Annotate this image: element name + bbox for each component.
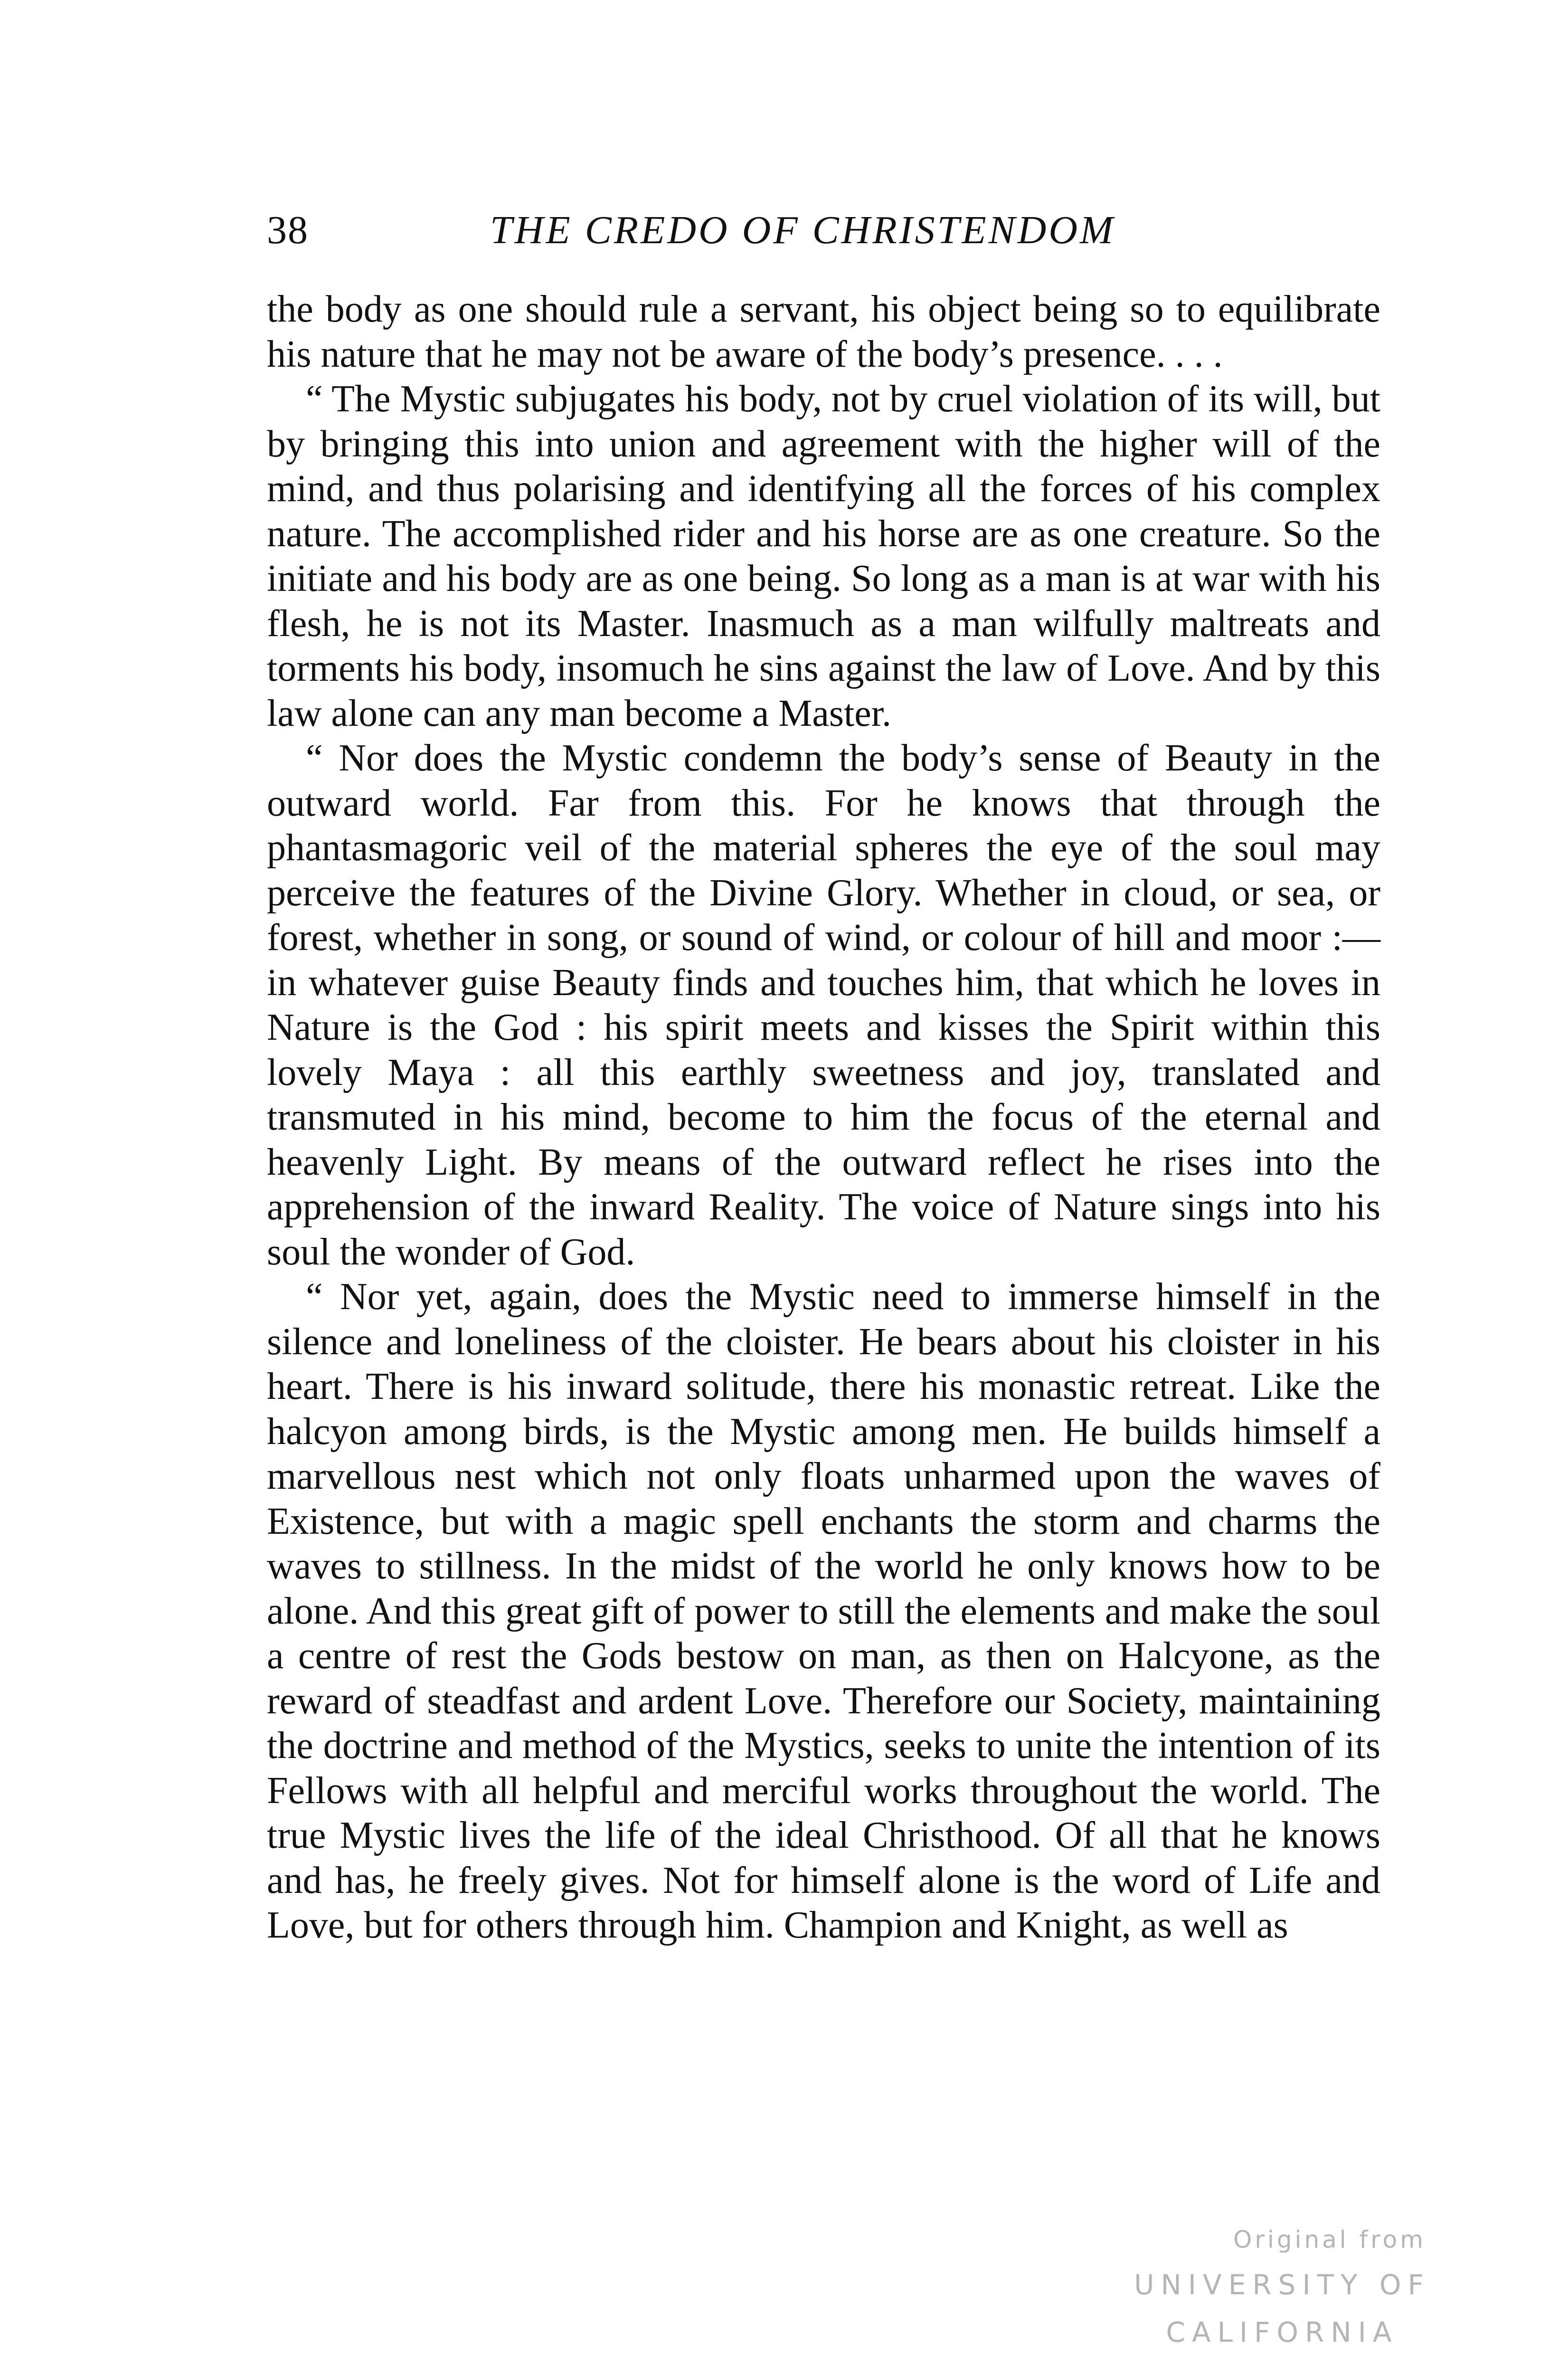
paragraph: “ The Mystic subjugates his body, not by cruel violation of its will, but by bringing this into union and agreement with the higher will of the mind, and thus polarising and identifying all the forces of his complex nature. The accomplished rider and his horse are as one creature. So the initiate and his body are as one being. So long as a man is at war with his flesh, he is not its Master. Inasmuch as a man wilfully maltreats and torments his body, insomuch he sins against the law of Love. And by this law alone can any man become a Master. [267,378,1380,734]
paragraph: “ Nor yet, again, does the Mystic need to immerse himself in the silence and loneliness of the cloister. He bears about his cloister in his heart. There is his inward solitude, there his monastic retreat. Like the halcyon among birds, is the Mystic among men. He builds himself a marvellous nest which not only floats unharmed upon the waves of Existence, but with a magic spell enchants the storm and charms the waves to stillness. In the midst of the world he only knows how to be alone. And this great gift of power to still the elements and make the soul a centre of rest the Gods bestow on man, as then on Halcyone, as the reward of steadfast and ardent Love. Therefore our Society, maintaining the doctrine and method of the Mystics, seeks to unite the intention of its Fellows with all helpful and merciful works throughout the world. The true Mystic lives the life of the ideal Christhood. Of all that he knows and has, he freely gives. Not for himself alone is the word of Life and Love, but for others through him. Champion and Knight, as well as [267,1276,1380,1946]
paragraph-continued: the body as one should rule a servant, his object being so to equilibrate his nature that he may not be aware of the body’s presence. . . . [267,288,1380,375]
running-title: THE CREDO OF CHRISTENDOM [490,208,1115,252]
paragraph: “ Nor does the Mystic condemn the body’s sense of Beauty in the outward world. Far from this. For he knows that through the phantasmagoric veil of the material spheres the eye of the soul may perceive the features of the Divine Glory. Whether in cloud, or sea, or forest, whether in song, or sound of wind, or colour of hill and moor :—in whatever guise Beauty finds and touches him, that which he loves in Nature is the God : his spirit meets and kisses the Spirit within this lovely Maya : all this earthly sweetness and joy, translated and transmuted in his mind, become to him the focus of the eternal and heavenly Light. By means of the outward reflect he rises into the apprehension of the inward Reality. The voice of Nature sings into his soul the wonder of God. [267,737,1380,1273]
page-number: 38 [267,208,309,252]
body-text [267,287,1380,1948]
library-watermark [1035,2218,1529,2348]
watermark-line-2: UNIVERSITY OF CALIFORNIA [1134,2269,1430,2348]
watermark-line-1: Original from [1233,2226,1426,2253]
page-header [267,200,1397,261]
